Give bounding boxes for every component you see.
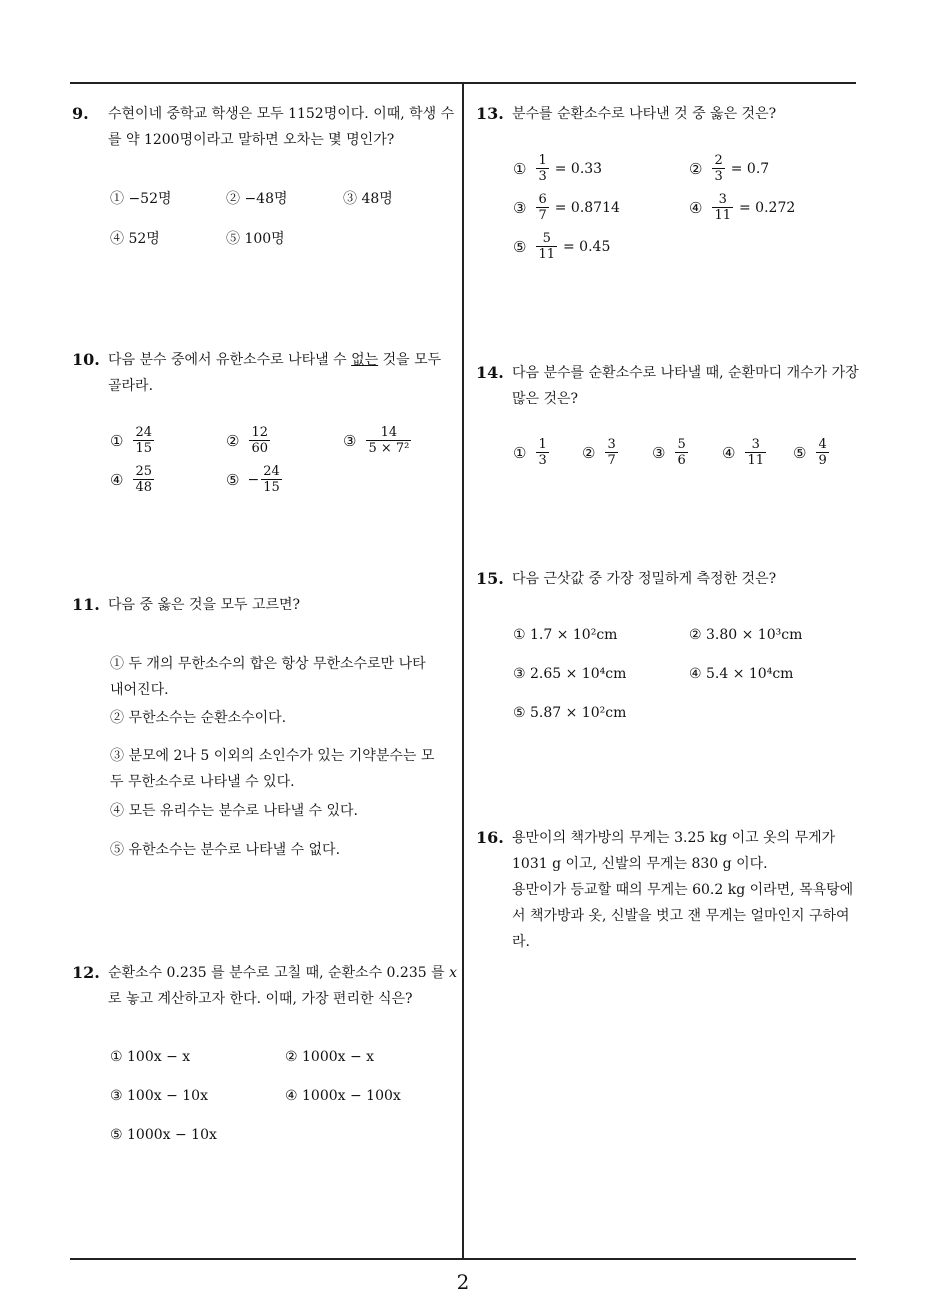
question-text: 분수를 순환소수로 나타낸 것 중 옳은 것은? bbox=[512, 106, 777, 122]
underlined-word: 없는 bbox=[351, 352, 379, 368]
q13-option-1[interactable]: ① $\frac{1}{3}$ = 0.33̇ bbox=[513, 153, 603, 184]
question-text: 다음 분수를 순환소수로 나타낼 때, 순환마디 개수가 가장 많은 것은? bbox=[512, 365, 859, 407]
fraction: $\frac{1}{3}$ bbox=[538, 153, 547, 184]
question-number: 13. bbox=[476, 104, 504, 123]
q15-option-4[interactable]: ④ 5.4 × 10⁴cm bbox=[689, 666, 794, 682]
q9-option-4[interactable]: ④ 52명 bbox=[110, 231, 160, 247]
q15-option-1[interactable]: ① 1.7 × 10²cm bbox=[513, 627, 618, 643]
question-12 bbox=[72, 960, 460, 1012]
question-9 bbox=[72, 101, 456, 153]
question-10 bbox=[72, 347, 456, 399]
q9-option-1[interactable]: ① −52명 bbox=[110, 191, 172, 207]
question-text: 수현이네 중학교 학생은 모두 1152명이다. 이때, 학생 수를 약 1200명이라고 말하면 오차는 몇 명인가? bbox=[108, 106, 455, 148]
q9-option-2[interactable]: ② −48명 bbox=[226, 191, 288, 207]
q12-option-2[interactable]: ② 1000x − x bbox=[285, 1049, 375, 1065]
minus-sign: − bbox=[247, 471, 260, 488]
question-text: 다음 중 옳은 것을 모두 고르면? bbox=[108, 597, 301, 613]
q10-option-1[interactable]: ① $\frac{24}{15}$ bbox=[110, 425, 152, 456]
fraction: $\frac{12}{60}$ bbox=[251, 425, 268, 456]
q11-option-4[interactable]: ④ 모든 유리수는 분수로 나타낼 수 있다. bbox=[110, 803, 359, 819]
fraction: $\frac{3}{7}$ bbox=[607, 437, 616, 468]
q9-option-5[interactable]: ⑤ 100명 bbox=[226, 231, 285, 247]
q11-option-3[interactable]: ③ 분모에 2나 5 이외의 소인수가 있는 기약분수는 모두 무한소수로 나타낼 수 있다. bbox=[110, 748, 435, 790]
question-15 bbox=[476, 566, 860, 592]
page-number: 2 bbox=[456, 1270, 470, 1294]
fraction: $\frac{2}{3}$ bbox=[714, 153, 723, 184]
fraction: $\frac{5}{11}$ bbox=[538, 231, 555, 262]
question-11 bbox=[72, 592, 456, 618]
q11-option-1[interactable]: ① 두 개의 무한소수의 합은 항상 무한소수로만 나타내어진다. bbox=[110, 656, 426, 698]
q10-option-4[interactable]: ④ $\frac{25}{48}$ bbox=[110, 464, 152, 495]
fraction: $\frac{5}{6}$ bbox=[677, 437, 686, 468]
question-16 bbox=[476, 825, 860, 955]
question-14 bbox=[476, 360, 860, 412]
question-text: 용만이의 책가방의 무게는 3.25 kg 이고 옷의 무게가 1031 g 이고, 신발의 무게는 830 g 이다. bbox=[512, 830, 836, 872]
q14-option-5[interactable]: ⑤ $\frac{4}{9}$ bbox=[793, 437, 827, 468]
q11-option-5[interactable]: ⑤ 유한소수는 분수로 나타낼 수 없다. bbox=[110, 842, 341, 858]
fraction: $\frac{6}{7}$ bbox=[538, 192, 547, 223]
fraction: $\frac{3}{11}$ bbox=[714, 192, 731, 223]
fraction: $\frac{4}{9}$ bbox=[818, 437, 827, 468]
question-number: 9. bbox=[72, 104, 89, 123]
column-divider bbox=[462, 82, 464, 1260]
bottom-rule bbox=[70, 1258, 856, 1260]
q14-option-1[interactable]: ① $\frac{1}{3}$ bbox=[513, 437, 547, 468]
fraction: $\frac{24}{15}$ bbox=[263, 464, 280, 495]
question-number: 16. bbox=[476, 828, 504, 847]
q15-option-3[interactable]: ③ 2.65 × 10⁴cm bbox=[513, 666, 627, 682]
fraction: $\frac{25}{48}$ bbox=[135, 464, 152, 495]
fraction: $\frac{1}{3}$ bbox=[538, 437, 547, 468]
question-number: 14. bbox=[476, 363, 504, 382]
q12-option-1[interactable]: ① 100x − x bbox=[110, 1049, 191, 1065]
q10-option-2[interactable]: ② $\frac{12}{60}$ bbox=[226, 425, 268, 456]
q12-option-3[interactable]: ③ 100x − 10x bbox=[110, 1088, 208, 1104]
question-number: 10. bbox=[72, 350, 100, 369]
fraction: $\frac{14}{\text{5 × 7²}}$ bbox=[368, 425, 410, 456]
q14-option-4[interactable]: ④ $\frac{3}{11}$ bbox=[722, 437, 764, 468]
question-number: 11. bbox=[72, 595, 100, 614]
q13-option-4[interactable]: ④ $\frac{3}{11}$ = 0.2̇72̇ bbox=[689, 192, 796, 223]
question-text: 순환소수 0.235 를 분수로 고칠 때, 순환소수 0.235 를 x 로 놓고 계산하고자 한다. 이때, 가장 편리한 식은? bbox=[108, 965, 457, 1007]
q15-option-5[interactable]: ⑤ 5.87 × 10²cm bbox=[513, 705, 627, 721]
question-text: 다음 근삿값 중 가장 정밀하게 측정한 것은? bbox=[512, 571, 777, 587]
q13-option-3[interactable]: ③ $\frac{6}{7}$ = 0.8̇714̇ bbox=[513, 192, 620, 223]
q14-option-3[interactable]: ③ $\frac{5}{6}$ bbox=[652, 437, 686, 468]
q10-option-5[interactable]: ⑤ − $\frac{24}{15}$ bbox=[226, 464, 280, 495]
q15-option-2[interactable]: ② 3.80 × 10³cm bbox=[689, 627, 803, 643]
fraction: $\frac{24}{15}$ bbox=[135, 425, 152, 456]
q9-option-3[interactable]: ③ 48명 bbox=[343, 191, 393, 207]
q13-option-5[interactable]: ⑤ $\frac{5}{11}$ = 0.4̇5̇ bbox=[513, 231, 611, 262]
q14-option-2[interactable]: ② $\frac{3}{7}$ bbox=[582, 437, 616, 468]
question-text-continued: 용만이가 등교할 때의 무게는 60.2 kg 이라면, 목욕탕에서 책가방과 옷, 신발을 벗고 잰 무게는 얼마인지 구하여라. bbox=[512, 882, 854, 950]
q12-option-4[interactable]: ④ 1000x − 100x bbox=[285, 1088, 401, 1104]
q12-option-5[interactable]: ⑤ 1000x − 10x bbox=[110, 1127, 217, 1143]
q11-option-2[interactable]: ② 무한소수는 순환소수이다. bbox=[110, 710, 287, 726]
question-13 bbox=[476, 101, 860, 127]
fraction: $\frac{3}{11}$ bbox=[747, 437, 764, 468]
q13-option-2[interactable]: ② $\frac{2}{3}$ = 0.7̇ bbox=[689, 153, 770, 184]
question-number: 15. bbox=[476, 569, 504, 588]
question-number: 12. bbox=[72, 963, 100, 982]
question-text: 다음 분수 중에서 유한소수로 나타낼 수 없는 것을 모두 골라라. bbox=[108, 352, 442, 394]
q10-option-3[interactable]: ③ $\frac{14}{\text{5 × 7²}}$ bbox=[343, 425, 410, 456]
